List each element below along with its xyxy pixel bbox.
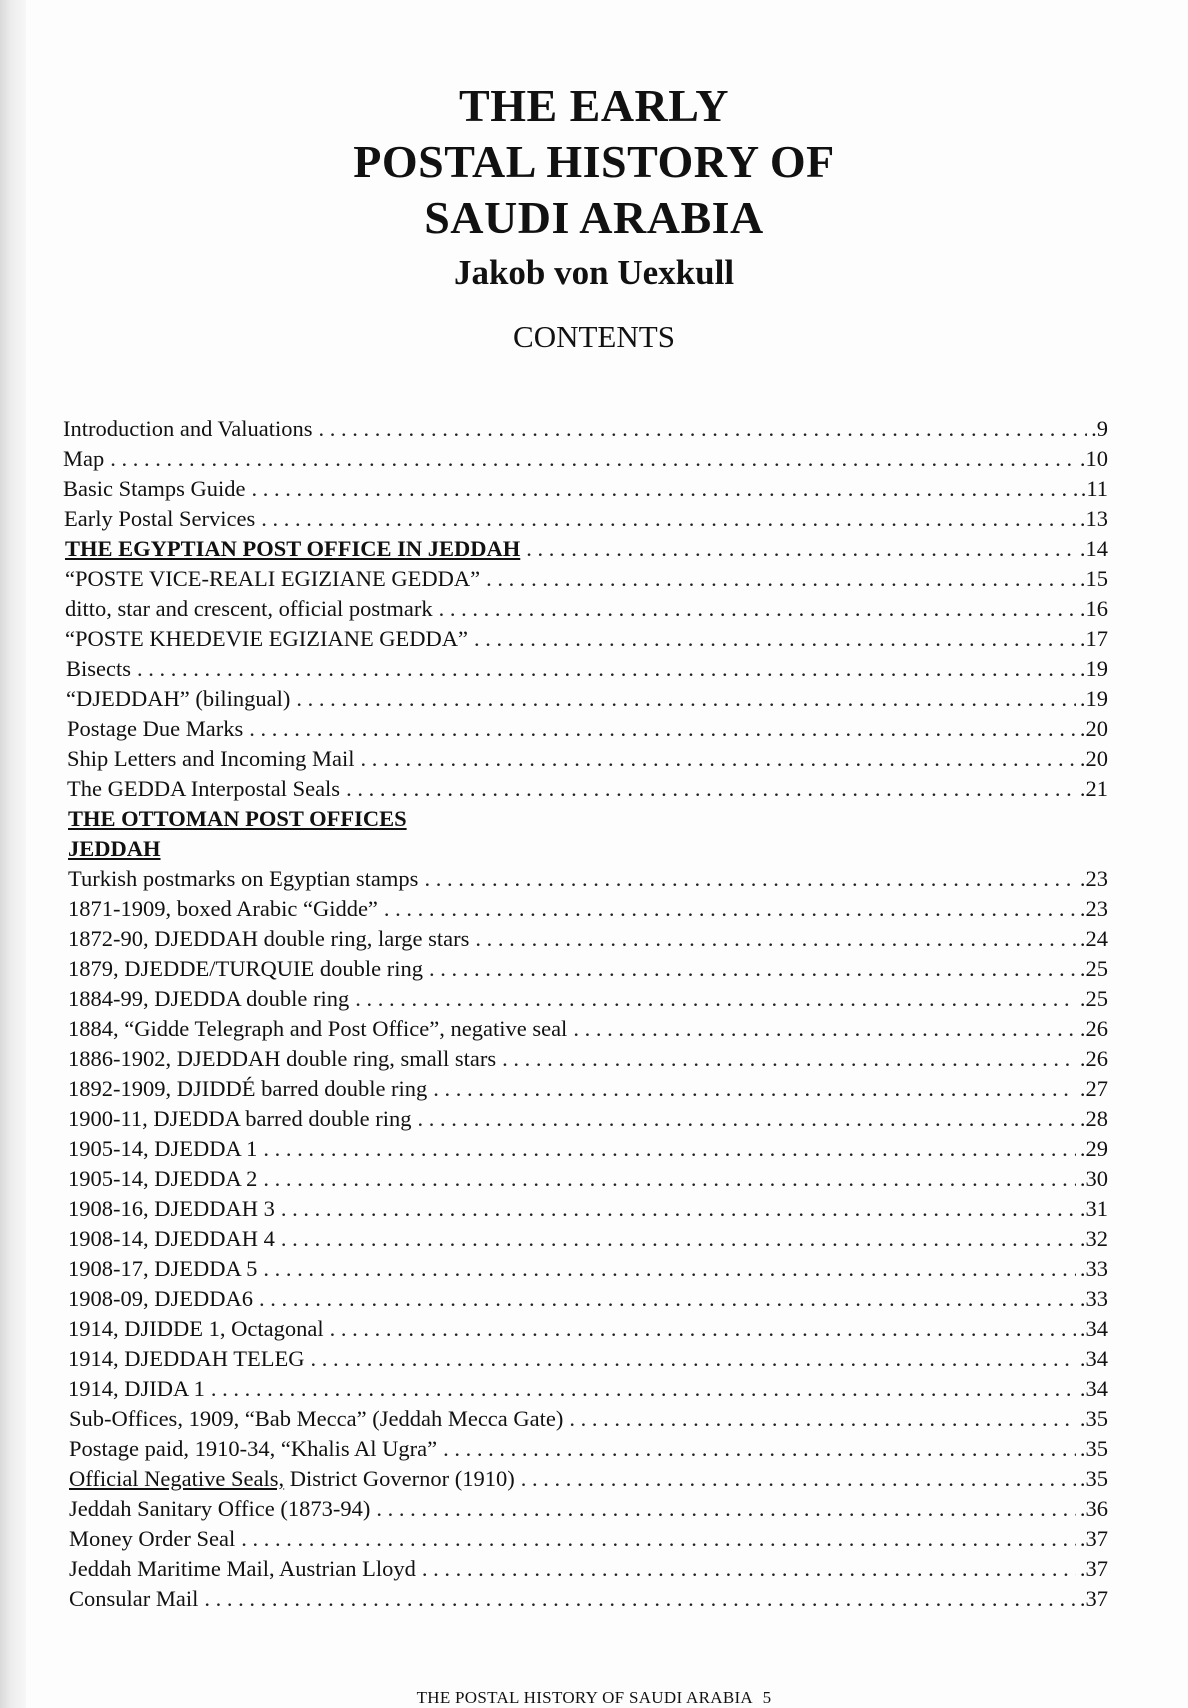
- toc-entry-label: Bisects: [66, 656, 131, 681]
- toc-entry-page: .10: [1079, 446, 1108, 471]
- toc-entry-label: 1914, DJIDDE 1, Octagonal: [68, 1316, 324, 1341]
- toc-entry-label: Jeddah Sanitary Office (1873-94): [69, 1496, 371, 1521]
- toc-entry-page: .37: [1079, 1556, 1108, 1581]
- title-line: THE EARLY: [459, 80, 729, 131]
- dot-leader: [261, 504, 1076, 534]
- toc-entry-page: .23: [1079, 866, 1108, 891]
- dot-leader: [204, 1584, 1076, 1614]
- toc-entry-page: .30: [1079, 1166, 1108, 1191]
- toc-entry-label: Ship Letters and Incoming Mail: [67, 746, 355, 771]
- toc-entry: [68, 1344, 1108, 1374]
- toc-entry-label: 1900-11, DJEDDA barred double ring: [68, 1106, 412, 1131]
- toc-entry-page: .33: [1079, 1256, 1108, 1281]
- toc-entry: [65, 624, 1108, 654]
- toc-entry-label: 1892-1909, DJIDDÉ barred double ring: [68, 1076, 428, 1101]
- toc-entry-page: .20: [1079, 716, 1108, 741]
- dot-leader: [573, 1014, 1076, 1044]
- dot-leader: [422, 1554, 1076, 1584]
- toc-entry-label: “POSTE KHEDEVIE EGIZIANE GEDDA”: [65, 626, 469, 651]
- toc-entry: [68, 1224, 1108, 1254]
- dot-leader: [281, 1194, 1076, 1224]
- toc-entry-label: “POSTE VICE-REALI EGIZIANE GEDDA”: [65, 566, 481, 591]
- toc-entry: [68, 1374, 1108, 1404]
- toc-entry-label: The GEDDA Interpostal Seals: [67, 776, 341, 801]
- toc-entry: [68, 1254, 1108, 1284]
- toc-entry: [69, 1584, 1108, 1614]
- toc-entry-label: 1908-16, DJEDDAH 3: [68, 1196, 275, 1221]
- toc-entry: [68, 1314, 1108, 1344]
- toc-section-entry: [65, 534, 1108, 564]
- page-footer: [0, 1688, 1188, 1708]
- running-title: THE POSTAL HISTORY OF SAUDI ARABIA: [416, 1688, 753, 1707]
- dot-leader: [281, 1224, 1076, 1254]
- toc-entry-label: 1914, DJEDDAH TELEG: [68, 1346, 305, 1371]
- dot-leader: [263, 1134, 1076, 1164]
- toc-entry-label-wrap: [69, 1464, 515, 1494]
- toc-entry-label: 1884-99, DJEDDA double ring: [68, 986, 350, 1011]
- toc-entry-page: .31: [1079, 1196, 1108, 1221]
- toc-entry: [67, 744, 1108, 774]
- toc-entry-label: Turkish postmarks on Egyptian stamps: [68, 866, 419, 891]
- toc-entry-page: .29: [1079, 1136, 1108, 1161]
- dot-leader: [241, 1524, 1076, 1554]
- dot-leader: [110, 444, 1076, 474]
- toc-entry-page: .19: [1079, 686, 1108, 711]
- toc-entry-page: .37: [1079, 1586, 1108, 1611]
- toc-entry: [68, 1134, 1108, 1164]
- toc-entry-page: .26: [1079, 1046, 1108, 1071]
- dot-leader: [137, 654, 1076, 684]
- toc-entry: [69, 1524, 1108, 1554]
- toc-entry-page: .21: [1079, 776, 1108, 801]
- toc-entry-label: 1905-14, DJEDDA 2: [68, 1166, 258, 1191]
- toc-entry: [68, 1194, 1108, 1224]
- toc-entry: [68, 1284, 1108, 1314]
- dot-leader: [569, 1404, 1076, 1434]
- dot-leader: [263, 1164, 1076, 1194]
- page-number: 5: [762, 1688, 772, 1707]
- dot-leader: [443, 1434, 1076, 1464]
- toc-entry-page: .28: [1079, 1106, 1108, 1131]
- toc-entry: [68, 1014, 1108, 1044]
- toc-entry-label: 1908-09, DJEDDA6: [68, 1286, 253, 1311]
- dot-leader: [384, 894, 1076, 924]
- toc-subsection-heading: [68, 834, 161, 864]
- toc-entry: [65, 594, 1108, 624]
- toc-entry-page: .19: [1079, 656, 1108, 681]
- toc-entry-label: Postage Due Marks: [67, 716, 244, 741]
- toc-entry-page: .32: [1079, 1226, 1108, 1251]
- toc-entry: [67, 714, 1108, 744]
- dot-leader: [251, 474, 1076, 504]
- toc-section-label: JEDDAH: [68, 836, 161, 861]
- toc-entry: [65, 564, 1108, 594]
- contents-heading: CONTENTS: [513, 319, 675, 354]
- toc-entry-label: 1879, DJEDDE/TURQUIE double ring: [68, 956, 423, 981]
- toc-entry-label: 1914, DJIDA 1: [68, 1376, 205, 1401]
- toc-entry-page: .35: [1079, 1436, 1108, 1461]
- toc-entry: [69, 1554, 1108, 1584]
- toc-entry-page: .33: [1079, 1286, 1108, 1311]
- toc-entry: [63, 444, 1108, 474]
- toc-entry: [63, 474, 1108, 504]
- toc-entry-label: Map: [63, 446, 105, 471]
- dot-leader: [259, 1284, 1076, 1314]
- toc-entry-page: .24: [1079, 926, 1108, 951]
- dot-leader: [474, 624, 1076, 654]
- toc-entry-label: Consular Mail: [69, 1586, 199, 1611]
- dot-leader: [355, 984, 1076, 1014]
- toc-entry-page: .13: [1079, 506, 1108, 531]
- toc-entry: [68, 1044, 1108, 1074]
- author-name: Jakob von Uexkull: [453, 253, 735, 292]
- dot-leader: [296, 684, 1076, 714]
- toc-entry-page: .35: [1079, 1406, 1108, 1431]
- toc-entry-page: .25: [1079, 956, 1108, 981]
- toc-entry-label: Basic Stamps Guide: [63, 476, 246, 501]
- toc-entry-page: .25: [1079, 986, 1108, 1011]
- toc-entry-label: Money Order Seal: [69, 1526, 236, 1551]
- toc-entry-page: .26: [1079, 1016, 1108, 1041]
- toc-entry-page: .9: [1091, 416, 1108, 441]
- dot-leader: [360, 744, 1075, 774]
- dot-leader: [249, 714, 1076, 744]
- toc-entry: [68, 894, 1108, 924]
- toc-entry: [67, 774, 1108, 804]
- toc-entry: [69, 1404, 1108, 1434]
- toc-entry-page: .36: [1079, 1496, 1108, 1521]
- dot-leader: [319, 414, 1088, 444]
- toc-entry: [63, 414, 1108, 444]
- dot-leader: [526, 534, 1076, 564]
- toc-entry-page: .27: [1079, 1076, 1108, 1101]
- toc-entry-label: Sub-Offices, 1909, “Bab Mecca” (Jeddah Mecca Gate): [69, 1406, 564, 1431]
- dot-leader: [502, 1044, 1076, 1074]
- toc-entry: [68, 954, 1108, 984]
- toc-entry: [68, 1164, 1108, 1194]
- toc-entry-page: .34: [1079, 1346, 1108, 1371]
- toc-entry-page: .34: [1079, 1376, 1108, 1401]
- dot-leader: [424, 864, 1075, 894]
- toc-entry-page: .17: [1079, 626, 1108, 651]
- toc-entry-page: .34: [1079, 1316, 1108, 1341]
- toc-entry-label: 1884, “Gidde Telegraph and Post Office”, negative seal: [68, 1016, 568, 1041]
- toc-entry-label: Early Postal Services: [64, 506, 256, 531]
- toc-entry-label: 1872-90, DJEDDAH double ring, large stars: [68, 926, 470, 951]
- toc-entry-label: “DJEDDAH” (bilingual): [66, 686, 291, 711]
- toc-entry-page: .15: [1079, 566, 1108, 591]
- book-title: [0, 78, 1188, 246]
- toc-entry-label-underlined: Official Negative Seals,: [69, 1466, 285, 1491]
- toc-entry: [64, 504, 1108, 534]
- toc-entry-label-rest: District Governor (1910): [284, 1466, 515, 1491]
- toc-entry: [68, 1074, 1108, 1104]
- title-line: POSTAL HISTORY OF: [353, 136, 835, 187]
- dot-leader: [486, 564, 1076, 594]
- dot-leader: [429, 954, 1076, 984]
- dot-leader: [433, 1074, 1076, 1104]
- toc-section-heading: [68, 804, 407, 834]
- toc-entry-label: Postage paid, 1910-34, “Khalis Al Ugra”: [69, 1436, 438, 1461]
- toc-section-label: THE OTTOMAN POST OFFICES: [68, 806, 407, 831]
- toc-entry: [69, 1494, 1108, 1524]
- toc-entry-page: .23: [1079, 896, 1108, 921]
- dot-leader: [439, 594, 1076, 624]
- dot-leader: [330, 1314, 1076, 1344]
- dot-leader: [417, 1104, 1075, 1134]
- toc-entry-page: .11: [1080, 476, 1108, 501]
- toc-entry: [66, 654, 1108, 684]
- toc-entry-label: Introduction and Valuations: [63, 416, 313, 441]
- dot-leader: [346, 774, 1076, 804]
- toc-entry: [68, 924, 1108, 954]
- dot-leader: [475, 924, 1075, 954]
- toc-entry-label: 1886-1902, DJEDDAH double ring, small stars: [68, 1046, 497, 1071]
- title-line: SAUDI ARABIA: [424, 192, 764, 243]
- page-header: [0, 78, 1188, 356]
- toc-entry-label: 1871-1909, boxed Arabic “Gidde”: [68, 896, 378, 921]
- toc-entry: [68, 1104, 1108, 1134]
- toc-entry-label: Jeddah Maritime Mail, Austrian Lloyd: [69, 1556, 416, 1581]
- toc-entry: [68, 864, 1108, 894]
- dot-leader: [521, 1464, 1076, 1494]
- toc-entry: [69, 1434, 1108, 1464]
- dot-leader: [310, 1344, 1075, 1374]
- toc-entry: [69, 1464, 1108, 1494]
- toc-entry-label: ditto, star and crescent, official postmark: [65, 596, 433, 621]
- toc-entry-page: .35: [1079, 1466, 1108, 1491]
- toc-entry: [66, 684, 1108, 714]
- toc-entry-label: 1905-14, DJEDDA 1: [68, 1136, 258, 1161]
- toc-entry-label: 1908-14, DJEDDAH 4: [68, 1226, 275, 1251]
- toc-entry-page: .20: [1079, 746, 1108, 771]
- dot-leader: [263, 1254, 1076, 1284]
- toc-entry: [68, 984, 1108, 1014]
- toc-entry-page: .14: [1079, 536, 1108, 561]
- toc-entry-page: .16: [1079, 596, 1108, 621]
- toc-entry-label: 1908-17, DJEDDA 5: [68, 1256, 258, 1281]
- toc-entry-page: .37: [1079, 1526, 1108, 1551]
- toc-section-label: THE EGYPTIAN POST OFFICE IN JEDDAH: [65, 536, 521, 561]
- dot-leader: [376, 1494, 1076, 1524]
- dot-leader: [211, 1374, 1076, 1404]
